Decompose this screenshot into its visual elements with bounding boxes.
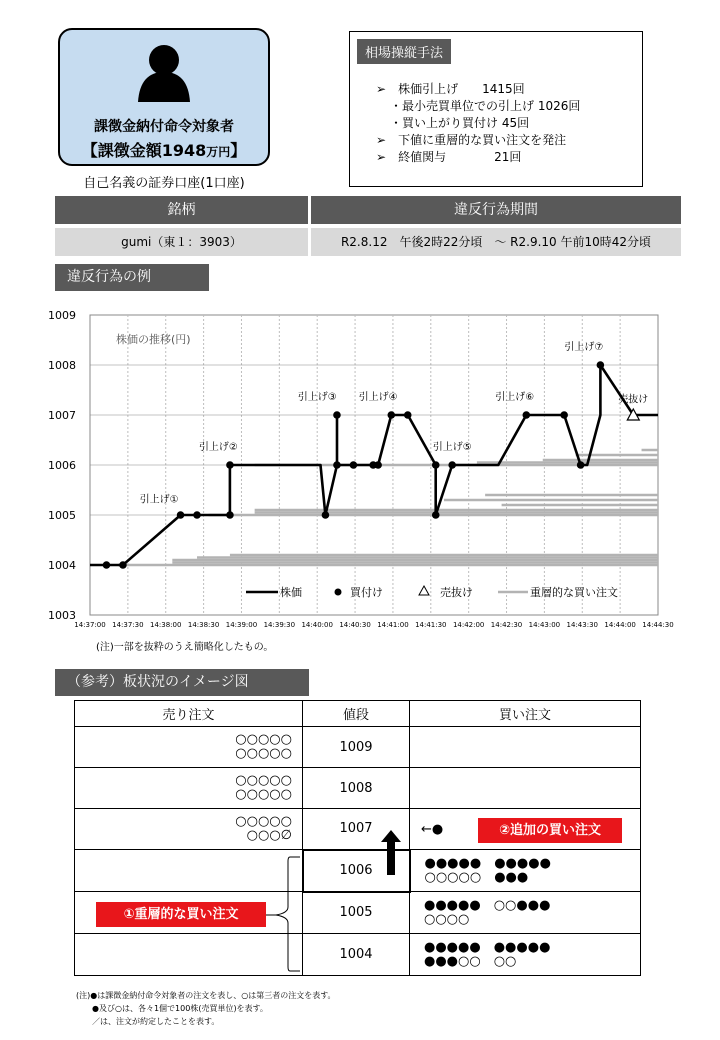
header-stock: 銘柄 xyxy=(55,196,308,224)
buy-point xyxy=(597,361,605,369)
board-header-price: 値段 xyxy=(303,701,410,727)
layered-buy-label: ①重層的な買い注文 xyxy=(96,902,266,927)
buy-point xyxy=(374,461,382,469)
price-cell: 1004 xyxy=(303,934,410,976)
price-chart xyxy=(0,300,720,630)
annotation-label: 引上げ⑦ xyxy=(564,342,604,353)
buy-cell: ●●●●● ○○●●● ○○○○ xyxy=(410,892,641,934)
y-tick-label: 1006 xyxy=(48,459,76,472)
buy-point xyxy=(193,511,201,519)
footnote: ●及び○は、各々1個で100株(売買単位)を表す。 xyxy=(92,1004,268,1013)
buy-point xyxy=(333,411,341,419)
annotation-label: 引上げ① xyxy=(139,494,179,506)
price-cell-current: 1006 xyxy=(303,850,410,892)
buy-point xyxy=(322,511,330,519)
buy-point xyxy=(350,461,358,469)
x-tick-label: 14:38:30 xyxy=(187,621,220,629)
buy-point xyxy=(560,411,568,419)
buy-point xyxy=(522,411,530,419)
example-label: 違反行為の例 xyxy=(55,264,209,291)
price-cell: 1008 xyxy=(303,768,410,809)
buy-cell: ●●●●● ●●●●● ●●●○○ ○○ xyxy=(410,934,641,976)
stock-cell: gumi（東１：3903） xyxy=(55,228,308,256)
method-line: ・最小売買単位での引上げ 1026回 xyxy=(390,99,581,113)
buy-point xyxy=(226,461,234,469)
buy-cell xyxy=(410,768,641,809)
annotation-label: 売抜け xyxy=(618,394,649,406)
method-box xyxy=(349,31,643,187)
x-tick-label: 14:44:00 xyxy=(604,621,636,629)
legend-price-label: 株価 xyxy=(280,586,302,599)
bracket-icon xyxy=(266,855,306,975)
method-title: 相場操縦手法 xyxy=(357,39,451,64)
sell-cell: ○○○○○ ○○○○○ xyxy=(75,768,303,809)
buy-point xyxy=(448,461,456,469)
subject-card xyxy=(58,28,270,166)
y-tick-label: 1003 xyxy=(48,609,76,622)
additional-order-marker: ←● xyxy=(421,822,444,837)
footnote: ／は、注文が約定したことを表す。 xyxy=(92,1017,220,1026)
x-tick-label: 14:40:00 xyxy=(301,621,333,629)
period-cell: R2.8.12 午後2時22分頃 ～ R2.9.10 午前10時42分頃 xyxy=(311,228,681,256)
board-header-buy: 買い注文 xyxy=(410,701,641,727)
method-line: ➢ 下値に重層的な買い注文を発注 xyxy=(376,133,567,147)
buy-point xyxy=(404,411,412,419)
board-header-sell: 売り注文 xyxy=(75,701,303,727)
additional-buy-label: ②追加の買い注文 xyxy=(478,818,622,843)
y-tick-label: 1007 xyxy=(48,409,76,422)
buy-point xyxy=(119,561,127,569)
y-tick-label: 1005 xyxy=(48,509,76,522)
annotation-label: 引上げ⑤ xyxy=(432,442,472,453)
footnote: (注)●は課徴金納付命令対象者の注文を表し、○は第三者の注文を表す。 xyxy=(76,991,336,1000)
annotation-label: 引上げ④ xyxy=(358,392,398,403)
legend-layered-label: 重層的な買い注文 xyxy=(530,586,618,599)
x-tick-label: 14:42:30 xyxy=(490,621,523,629)
header-period: 違反行為期間 xyxy=(311,196,681,224)
legend-buy-label: 買付け xyxy=(350,586,383,599)
buy-point xyxy=(432,461,440,469)
price-cell: 1007 xyxy=(303,809,410,850)
method-line: ・買い上がり買付け 45回 xyxy=(390,116,530,130)
person-icon xyxy=(136,40,192,106)
up-arrow-icon xyxy=(380,830,402,876)
buy-point xyxy=(103,561,111,569)
annotation-label: 引上げ⑥ xyxy=(495,392,535,403)
account-note: 自己名義の証券口座(1口座) xyxy=(83,176,245,191)
x-tick-label: 14:43:30 xyxy=(566,621,598,629)
annotation-label: 引上げ③ xyxy=(297,392,337,403)
x-tick-label: 14:42:00 xyxy=(452,621,485,629)
subject-role: 課徴金納付命令対象者 xyxy=(94,119,234,135)
sell-cell: ○○○○○ ○○○∅ xyxy=(75,809,303,850)
sell-cell: ○○○○○ ○○○○○ xyxy=(75,727,303,768)
x-tick-label: 14:40:30 xyxy=(339,621,371,629)
reference-label: （参考）板状況のイメージ図 xyxy=(55,669,309,696)
x-tick-label: 14:41:30 xyxy=(415,621,447,629)
annotation-label: 引上げ② xyxy=(198,442,238,453)
price-cell: 1009 xyxy=(303,727,410,768)
y-tick-label: 1009 xyxy=(48,309,76,322)
x-tick-label: 14:38:00 xyxy=(150,621,182,629)
chart-note: (注)一部を抜粋のうえ簡略化したもの。 xyxy=(96,642,274,653)
y-tick-label: 1004 xyxy=(48,559,76,572)
buy-point xyxy=(577,461,585,469)
y-tick-label: 1008 xyxy=(48,359,76,372)
price-cell: 1005 xyxy=(303,892,410,934)
legend-buy-swatch xyxy=(335,589,342,596)
x-tick-label: 14:39:00 xyxy=(225,621,258,629)
buy-point xyxy=(387,411,395,419)
buy-point xyxy=(226,511,234,519)
buy-point xyxy=(432,511,440,519)
legend-sell-label: 売抜け xyxy=(440,586,473,599)
x-tick-label: 14:41:00 xyxy=(377,621,409,629)
chart-title: 株価の推移(円) xyxy=(116,333,191,346)
x-tick-label: 14:43:00 xyxy=(528,621,561,629)
x-tick-label: 14:37:00 xyxy=(74,621,106,629)
method-line: ➢ 終値関与 21回 xyxy=(376,150,522,164)
method-line: ➢ 株価引上げ 1415回 xyxy=(376,82,525,96)
buy-cell: ●●●●● ●●●●● ○○○○○ ●●● xyxy=(410,850,641,892)
buy-cell xyxy=(410,727,641,768)
buy-point xyxy=(177,511,185,519)
x-tick-label: 14:39:30 xyxy=(263,621,296,629)
buy-point xyxy=(333,461,341,469)
penalty-amount: 【課徴金額1948万円】 xyxy=(81,141,247,160)
x-tick-label: 14:37:30 xyxy=(112,621,144,629)
x-tick-label: 14:44:30 xyxy=(642,621,674,629)
